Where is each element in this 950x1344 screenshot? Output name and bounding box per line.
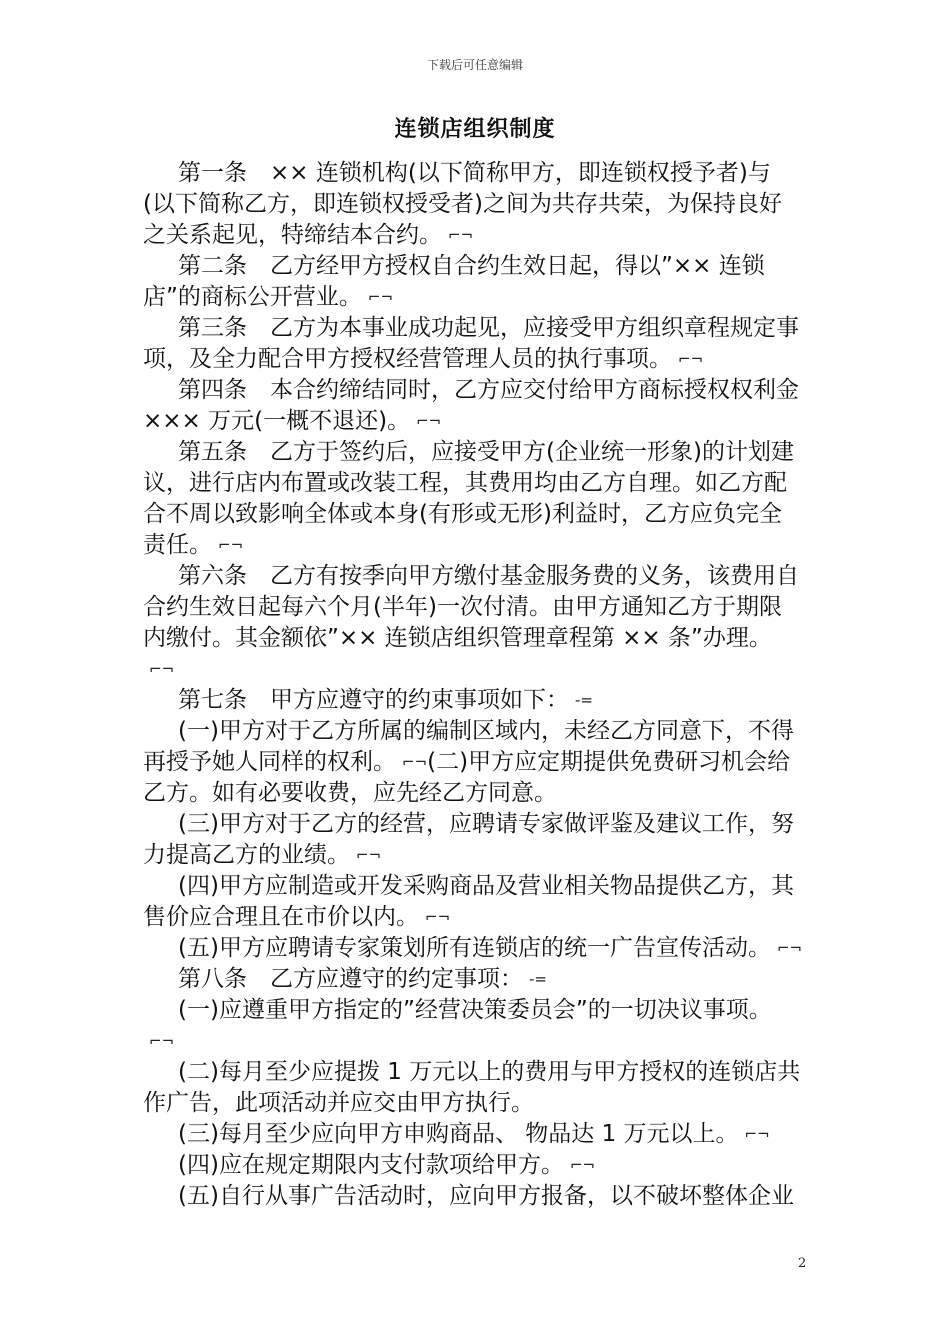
paragraph-mark-icon: ⌐¬ <box>356 846 382 864</box>
text-line <box>143 871 808 902</box>
paragraph-mark-icon: ⌐¬ <box>149 1032 175 1050</box>
line-text: (一)甲方对于乙方所属的编制区域内，未经乙方同意下，不得 <box>178 718 794 744</box>
text-line <box>143 778 808 809</box>
line-text: (四)甲方应制造或开发采购商品及营业相关物品提供乙方，其 <box>178 873 794 899</box>
paragraph-mark-icon: ⌐¬ <box>744 1125 770 1143</box>
text-line <box>143 561 808 592</box>
text-line <box>143 1119 808 1150</box>
line-text: (以下简称乙方，即连锁权授受者)之间为共存共荣，为保持良好 <box>143 191 782 217</box>
paragraph-mark-icon: ⌐¬ <box>448 226 474 244</box>
text-line <box>143 189 808 220</box>
text-line <box>143 1150 808 1181</box>
line-text: 作广告，此项活动并应交由甲方执行。 <box>143 1090 534 1116</box>
text-line <box>143 530 808 561</box>
line-text: (二)每月至少应提拨 1 万元以上的费用与甲方授权的连锁店共 <box>178 1059 801 1085</box>
text-line <box>143 1026 808 1057</box>
paragraph-mark-icon: -= <box>529 970 547 988</box>
text-line <box>143 499 808 530</box>
header-note: 下载后可任意编辑 <box>426 58 523 72</box>
line-text: 项，及全力配合甲方授权经营管理人员的执行事项。 <box>143 346 672 372</box>
line-text: 第七条 甲方应遵守的约束事项如下： <box>178 687 569 713</box>
text-line <box>143 902 808 933</box>
text-line <box>143 437 808 468</box>
line-text: 第一条 ×× 连锁机构(以下简称甲方，即连锁权授予者)与 <box>178 160 771 186</box>
page-number: 2 <box>798 1256 807 1271</box>
paragraph-mark-icon: ⌐¬ <box>218 536 244 554</box>
line-text: (四)应在规定期限内支付款项给甲方。 <box>178 1152 564 1178</box>
text-line <box>143 809 808 840</box>
line-text: 售价应合理且在市价以内。 <box>143 904 419 930</box>
document-title: 连锁店组织制度 <box>394 117 556 142</box>
text-line <box>143 1181 808 1212</box>
line-text: 议，进行店内布置或改装工程，其费用均由乙方自理。如乙方配 <box>143 470 787 496</box>
paragraph-mark-icon: ⌐¬ <box>776 939 803 957</box>
line-text: 第三条 乙方为本事业成功起见，应接受甲方组织章程规定事 <box>178 315 799 341</box>
text-line <box>143 468 808 499</box>
line-text-continued: (二)甲方应定期提供免费研习机会给 <box>427 749 791 775</box>
paragraph-mark-icon: -= <box>575 691 593 709</box>
line-text: 乙方。如有必要收费，应先经乙方同意。 <box>143 780 557 806</box>
line-text: 第八条 乙方应遵守的约定事项： <box>178 966 523 992</box>
line-text: 店”的商标公开营业。 <box>143 284 362 310</box>
text-line <box>143 747 808 778</box>
paragraph-mark-icon: ⌐¬ <box>425 908 451 926</box>
line-text: 责任。 <box>143 532 212 558</box>
text-line <box>143 220 808 251</box>
text-line <box>143 964 808 995</box>
line-text: (五)甲方应聘请专家策划所有连锁店的统一广告宣传活动。 <box>178 935 771 961</box>
text-line <box>143 158 808 189</box>
line-text: 之关系起见，特缔结本合约。 <box>143 222 442 248</box>
text-line <box>143 654 808 685</box>
line-text: (三)每月至少应向甲方申购商品、 物品达 1 万元以上。 <box>178 1121 739 1147</box>
text-line <box>143 840 808 871</box>
text-line <box>143 313 808 344</box>
line-text: 合不周以致影响全体或本身(有形或无形)利益时，乙方应负完全 <box>143 501 782 527</box>
text-line <box>143 995 808 1026</box>
line-text: 内缴付。其金额依”×× 连锁店组织管理章程第 ×× 条”办理。 <box>143 625 772 651</box>
line-text: 力提高乙方的业绩。 <box>143 842 350 868</box>
text-line <box>143 1088 808 1119</box>
paragraph-mark-icon: ⌐¬ <box>149 660 175 678</box>
text-line <box>143 375 808 406</box>
paragraph-mark-icon: ⌐¬ <box>678 350 704 368</box>
text-line <box>143 685 808 716</box>
line-text: (三)甲方对于乙方的经营，应聘请专家做评鉴及建议工作，努 <box>178 811 794 837</box>
line-text: 第六条 乙方有按季向甲方缴付基金服务费的义务，该费用自 <box>178 563 799 589</box>
line-text: ××× 万元(一概不退还)。 <box>143 408 411 434</box>
document-body <box>143 158 808 1212</box>
text-line <box>143 716 808 747</box>
text-line <box>143 344 808 375</box>
paragraph-mark-icon: ⌐¬ <box>569 1156 596 1174</box>
line-text: (一)应遵重甲方指定的”经营决策委员会”的一切决议事项。 <box>178 997 772 1023</box>
paragraph-mark-icon: ⌐¬ <box>402 753 428 771</box>
text-line <box>143 592 808 623</box>
line-text: (五)自行从事广告活动时，应向甲方报备，以不破坏整体企业 <box>178 1183 794 1209</box>
line-text: 第四条 本合约缔结同时，乙方应交付给甲方商标授权权利金 <box>178 377 799 403</box>
paragraph-mark-icon: ⌐¬ <box>367 288 394 306</box>
line-text: 合约生效日起每六个月(半年)一次付清。由甲方通知乙方于期限 <box>143 594 782 620</box>
text-line <box>143 623 808 654</box>
text-line <box>143 406 808 437</box>
line-text: 第五条 乙方于签约后，应接受甲方(企业统一形象)的计划建 <box>178 439 794 465</box>
paragraph-mark-icon: ⌐¬ <box>416 412 442 430</box>
line-text: 再授予她人同样的权利。 <box>143 749 396 775</box>
text-line <box>143 1057 808 1088</box>
text-line <box>143 933 808 964</box>
line-text: 第二条 乙方经甲方授权自合约生效日起，得以”×× 连锁 <box>178 253 765 279</box>
text-line <box>143 251 808 282</box>
text-line <box>143 282 808 313</box>
